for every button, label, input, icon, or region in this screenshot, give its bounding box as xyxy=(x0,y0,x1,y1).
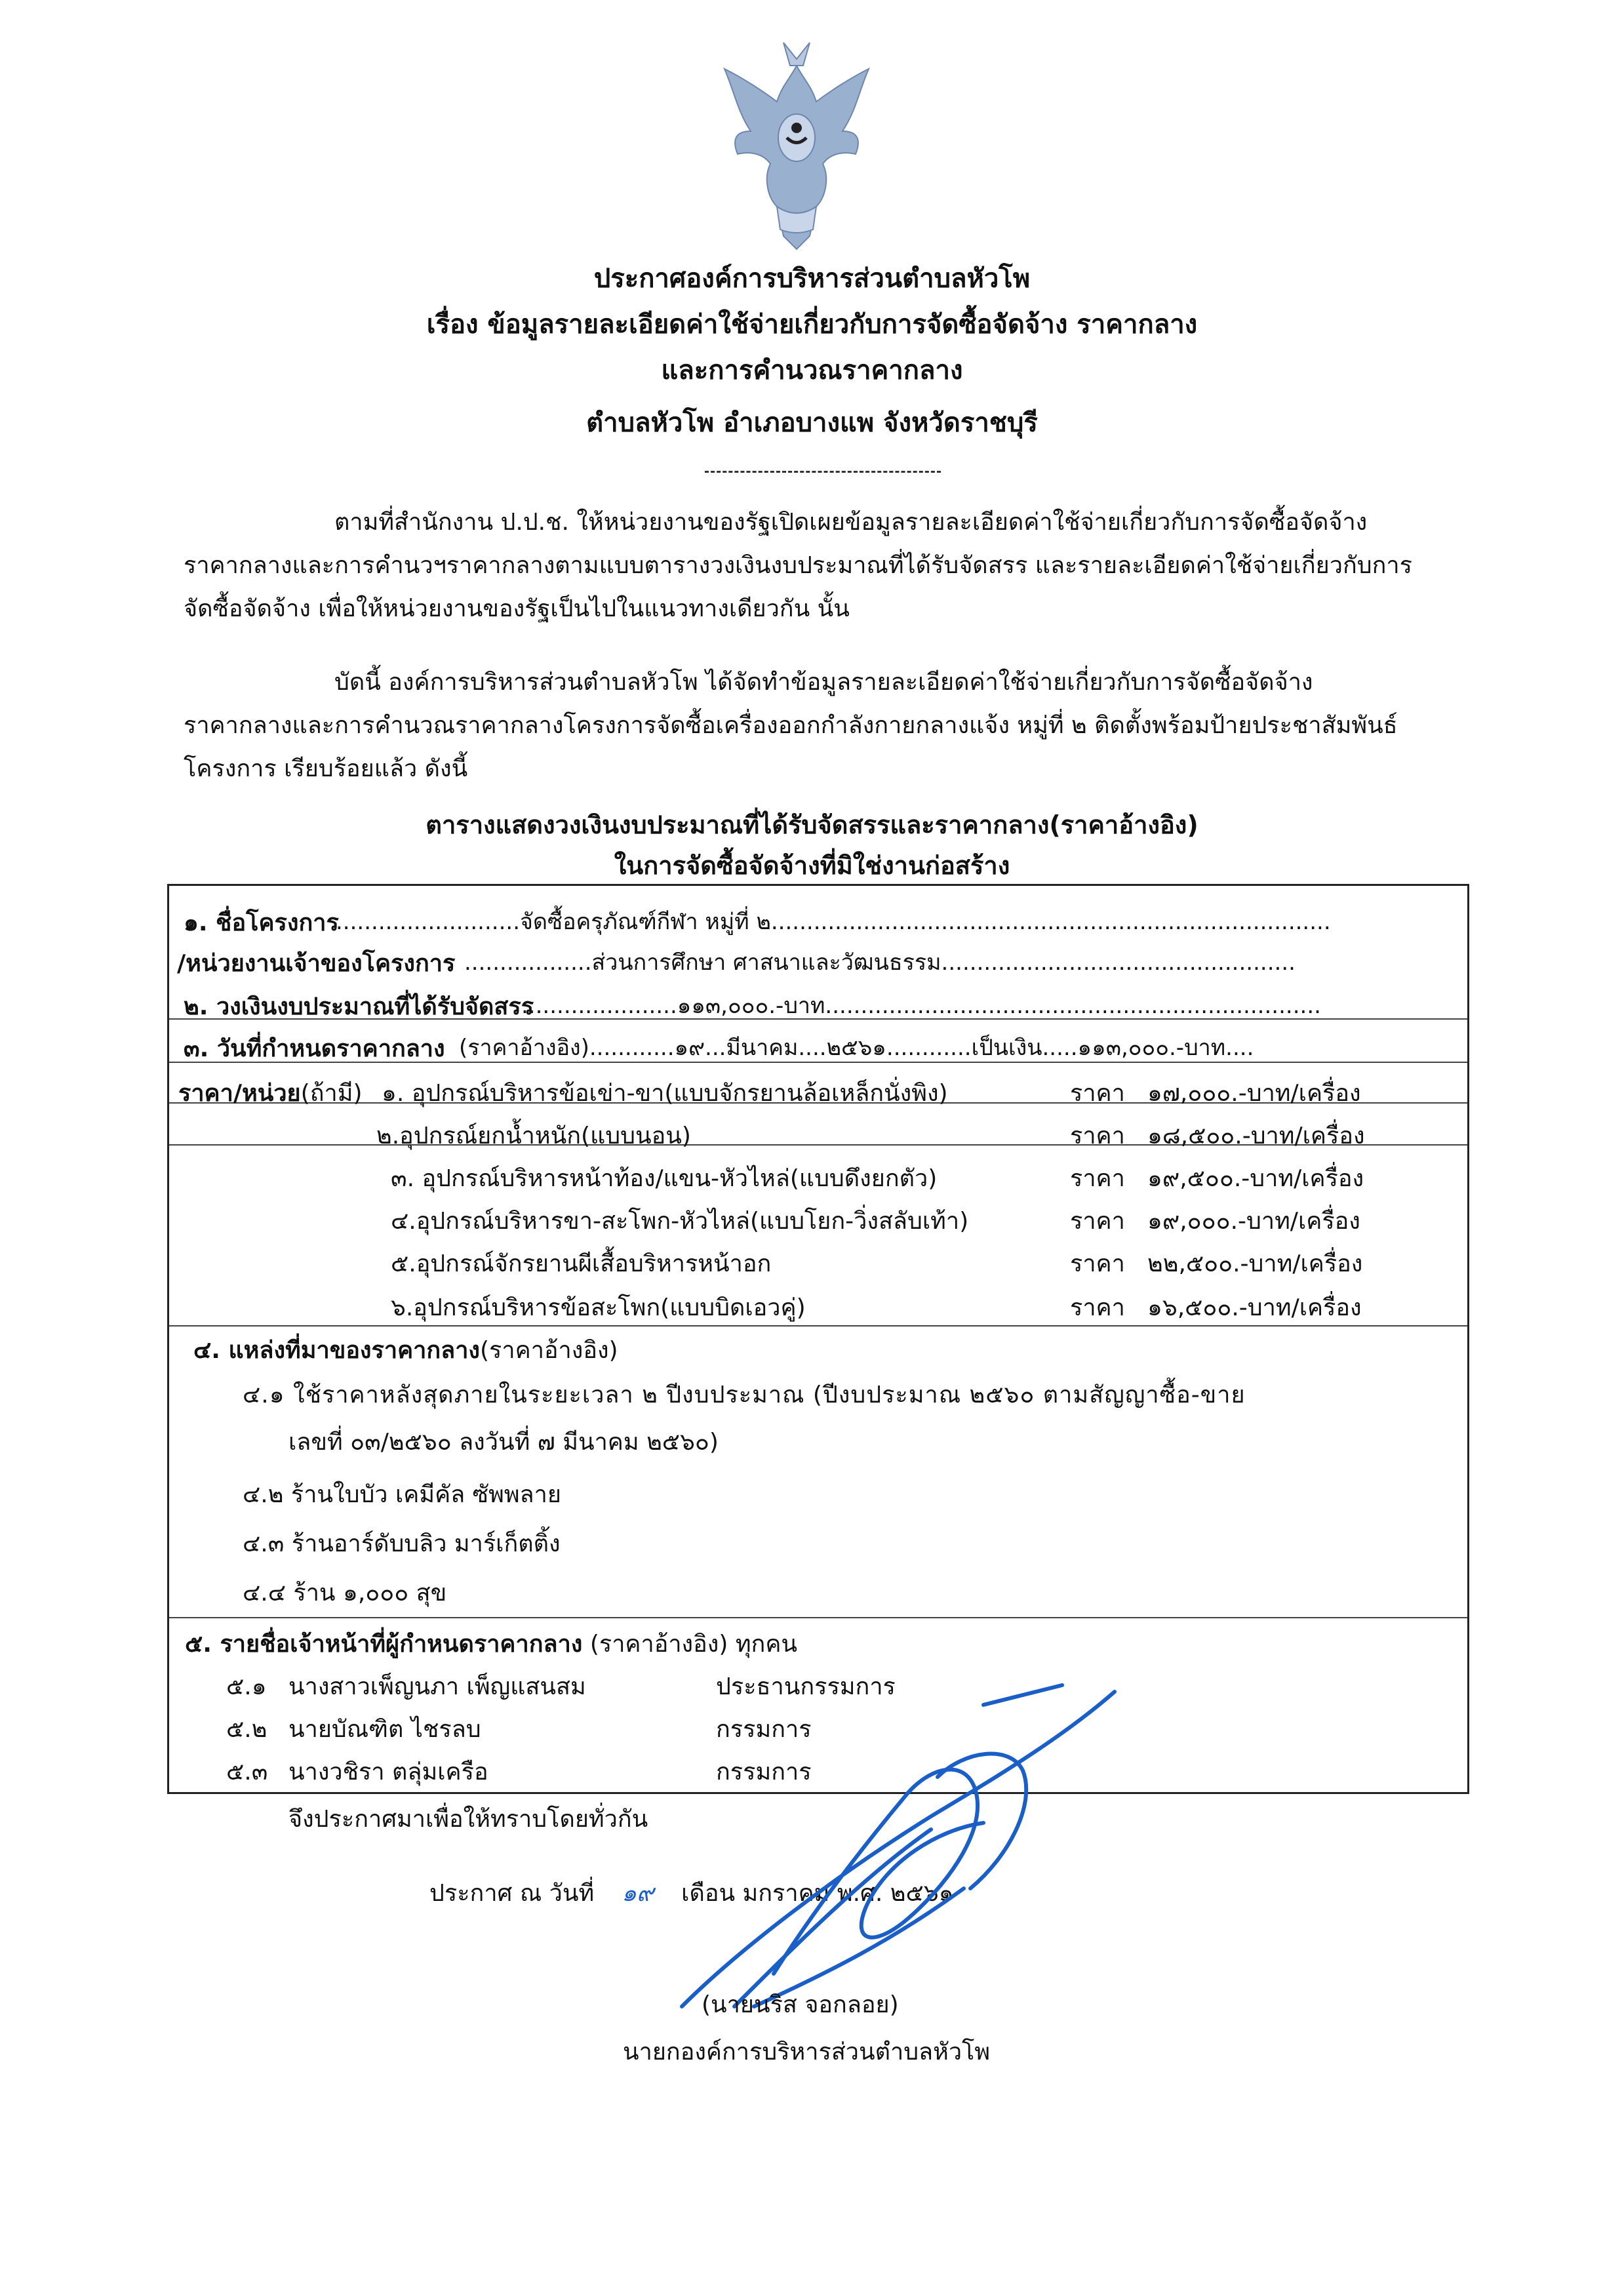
item-2-price: ๑๘,๕๐๐.-บาท/เครื่อง xyxy=(1147,1123,1365,1149)
official-1-role: ประธานกรรมการ xyxy=(716,1673,896,1700)
item-1-price-word: ราคา xyxy=(1070,1080,1125,1107)
item-3-name: ๓. อุปกรณ์บริหารหน้าท้อง/แขน-หัวไหล่(แบบดึงยกตัว) xyxy=(391,1165,938,1192)
announcement-closing: จึงประกาศมาเพื่อให้ทราบโดยทั่วกัน xyxy=(288,1806,648,1833)
subject-line: เรื่อง ข้อมูลรายละเอียดค่าใช้จ่ายเกี่ยวกับการจัดซื้อจัดจ้าง ราคากลาง xyxy=(426,309,1198,340)
item-4-price: ๑๙,๐๐๐.-บาท/เครื่อง xyxy=(1147,1208,1360,1235)
paragraph-2-line-2: ราคากลางและการคำนวณราคากลางโครงการจัดซื้อเครื่องออกกำลังกายกลางแจ้ง หมู่ที่ ๒ ติดตั้งพร้อมป้ายประชาสัมพันธ์ xyxy=(184,712,1398,739)
budget-value: ......................๑๑๓,๐๐๐.-บาท...................................................................... xyxy=(521,993,1321,1019)
price-date-value: (ราคาอ้างอิง)............๑๙...มีนาคม....๒๕๖๑............เป็นเงิน.....๑๑๓,๐๐๐.-บาท.... xyxy=(459,1035,1254,1061)
paragraph-1-line-1: ตามที่สำนักงาน ป.ป.ช. ให้หน่วยงานของรัฐเปิดเผยข้อมูลรายละเอียดค่าใช้จ่ายเกี่ยวกับการจัดซื้อจัดจ้าง xyxy=(334,509,1368,536)
item-4-price-word: ราคา xyxy=(1070,1208,1125,1235)
project-name-label: ๑. ชื่อโครงการ xyxy=(184,909,339,936)
officials-heading xyxy=(185,1625,797,1662)
project-owner-value: ..................ส่วนการศึกษา ศาสนาและวัฒนธรรม.................................................. xyxy=(464,949,1296,976)
paragraph-2-line-1: บัดนี้ องค์การบริหารส่วนตำบลหัวโพ ได้จัดทำข้อมูลรายละเอียดค่าใช้จ่ายเกี่ยวกับการจัดซื้อจัดจ้าง xyxy=(334,669,1313,696)
official-1-name: นางสาวเพ็ญนภา เพ็ญแสนสม xyxy=(288,1673,586,1700)
location-line: ตำบลหัวโพ อำเภอบางแพ จังหวัดราชบุรี xyxy=(586,408,1038,438)
item-6-name: ๖.อุปกรณ์บริหารข้อสะโพก(แบบบิดเอวคู่) xyxy=(391,1294,806,1321)
official-3-role: กรรมการ xyxy=(716,1759,812,1786)
officials-suffix: (ราคาอ้างอิง) ทุกคน xyxy=(582,1631,798,1658)
paragraph-2-line-3: โครงการ เรียบร้อยแล้ว ดังนี้ xyxy=(184,755,468,782)
subject-line-2: และการคำนวณราคากลาง xyxy=(661,355,963,386)
item-2-price-word: ราคา xyxy=(1070,1123,1125,1149)
item-6-price: ๑๖,๕๐๐.-บาท/เครื่อง xyxy=(1147,1294,1362,1321)
date-day: ๑๙ xyxy=(622,1880,654,1907)
project-owner-label: /หน่วยงานเจ้าของโครงการ xyxy=(177,950,456,977)
table-title: ตารางแสดงวงเงินงบประมาณที่ได้รับจัดสรรและราคากลาง(ราคาอ้างอิง) xyxy=(426,810,1198,839)
price-source-label: ๔. แหล่งที่มาของราคากลาง xyxy=(193,1337,481,1364)
item-4-name: ๔.อุปกรณ์บริหารขา-สะโพก-หัวไหล่(แบบโยก-วิ่งสลับเท้า) xyxy=(391,1208,969,1235)
item-3-price: ๑๙,๕๐๐.-บาท/เครื่อง xyxy=(1147,1165,1364,1192)
item-5-name: ๕.อุปกรณ์จักรยานผีเสื้อบริหารหน้าอก xyxy=(391,1250,772,1277)
paragraph-1-line-2: ราคากลางและการคำนวฯราคากลางตามแบบตารางวงเงินงบประมาณที่ได้รับจัดสรร และรายละเอียดค่าใช้จ่ายเกี่ยวกับการ xyxy=(184,552,1412,579)
item-1-name: ๑. อุปกรณ์บริหารข้อเข่า-ขา(แบบจักรยานล้อเหล็กนั่งพิง) xyxy=(382,1080,948,1107)
signature xyxy=(656,1666,1128,2033)
row-separator xyxy=(169,1617,1467,1618)
price-date-label: ๓. วันที่กำหนดราคากลาง xyxy=(184,1035,445,1062)
item-1-price: ๑๗,๐๐๐.-บาท/เครื่อง xyxy=(1147,1080,1361,1107)
garuda-emblem xyxy=(698,39,895,256)
price-source-4-1-cont: เลขที่ ๐๓/๒๕๖๐ ลงวันที่ ๗ มีนาคม ๒๕๖๐) xyxy=(288,1429,719,1456)
item-5-price-word: ราคา xyxy=(1070,1250,1125,1277)
unit-price-label: ราคา/หน่วย xyxy=(178,1080,301,1107)
official-2-role: กรรมการ xyxy=(716,1716,812,1743)
price-source-suffix: (ราคาอ้างอิง) xyxy=(480,1337,618,1364)
paragraph-1-line-3: จัดซื้อจัดจ้าง เพื่อให้หน่วยงานของรัฐเป็นไปในแนวทางเดียวกัน นั้น xyxy=(184,595,850,622)
price-source-4-3: ๔.๓ ร้านอาร์ดับบลิว มาร์เก็ตติ้ง xyxy=(243,1530,561,1557)
project-name-value: ..........................จัดซื้อครุภัณฑ์กีฬา หมู่ที่ ๒............................................................................... xyxy=(336,909,1331,935)
signer-name: (นายนริส จอกลอย) xyxy=(702,1991,899,2018)
official-3-name: นางวชิรา ตลุ่มเครือ xyxy=(288,1759,488,1786)
signer-title: นายกองค์การบริหารส่วนตำบลหัวโพ xyxy=(623,2039,991,2066)
item-5-price: ๒๒,๕๐๐.-บาท/เครื่อง xyxy=(1147,1250,1363,1277)
price-source-4-4: ๔.๔ ร้าน ๑,๐๐๐ สุข xyxy=(243,1580,447,1606)
item-6-price-word: ราคา xyxy=(1070,1294,1125,1321)
item-3-price-word: ราคา xyxy=(1070,1165,1125,1192)
date-rest: เดือน มกราคม พ.ศ. ๒๕๖๑ xyxy=(681,1880,954,1907)
budget-label: ๒. วงเงินงบประมาณที่ได้รับจัดสรร xyxy=(184,993,534,1020)
price-source-heading xyxy=(193,1331,618,1368)
official-1-no: ๕.๑ xyxy=(226,1673,267,1700)
table-subtitle: ในการจัดซื้อจัดจ้างที่มิใช่งานก่อสร้าง xyxy=(614,851,1010,880)
unit-price-label-suffix: (ถ้ามี) xyxy=(300,1080,363,1107)
date-prefix: ประกาศ ณ วันที่ xyxy=(429,1880,595,1907)
officials-label: ๕. รายชื่อเจ้าหน้าที่ผู้กำหนดราคากลาง xyxy=(185,1631,583,1658)
official-2-name: นายบัณฑิต ไชรลบ xyxy=(288,1716,481,1743)
unit-price-label-wrap xyxy=(178,1074,363,1111)
price-source-4-2: ๔.๒ ร้านใบบัว เคมีคัล ซัพพลาย xyxy=(243,1481,561,1508)
official-3-no: ๕.๓ xyxy=(226,1759,268,1786)
official-2-no: ๕.๒ xyxy=(226,1716,267,1743)
price-source-4-1: ๔.๑ ใช้ราคาหลังสุดภายในระยะเวลา ๒ ปีงบประมาณ (ปีงบประมาณ ๒๕๖๐ ตามสัญญาซื้อ-ขาย xyxy=(243,1382,1246,1408)
item-2-name: ๒.อุปกรณ์ยกน้ำหนัก(แบบนอน) xyxy=(376,1123,691,1149)
header-divider xyxy=(705,471,941,473)
announcement-title: ประกาศองค์การบริหารส่วนตำบลหัวโพ xyxy=(593,264,1031,294)
